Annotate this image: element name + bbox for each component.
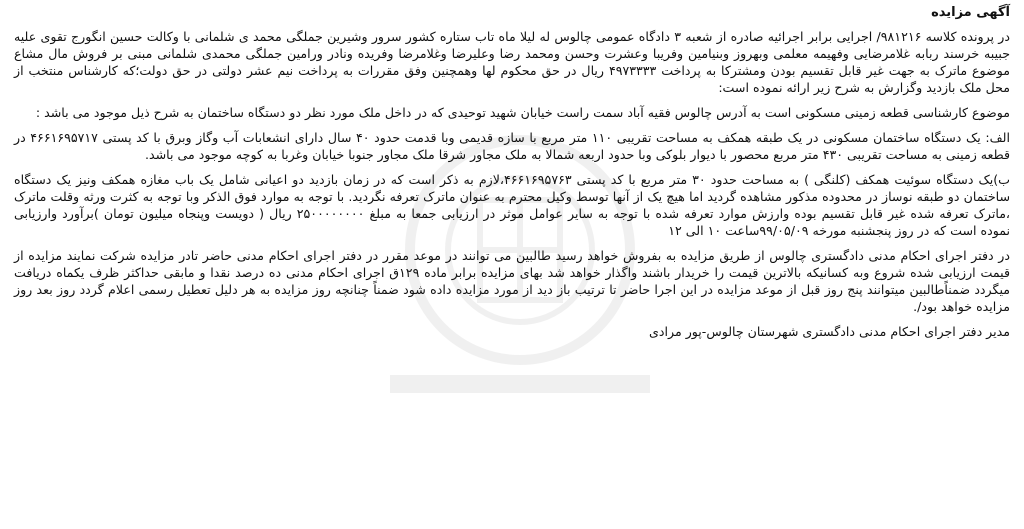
notice-paragraph-building-a: الف: یک دستگاه ساختمان مسکونی در یک طبقه همکف به مساحت تقریبی ۱۱۰ متر مربع با سازه قدیمی وبا قدمت حدود ۴۰ سال دارای انشعابات آب وگاز وبرق با کد پستی ۴۶۶۱۶۹۵۷۱۷ در قطعه زمینی به مساحت تقریبی ۴۳۰ متر مربع محصور با دیوار بلوکی وبا حدود اربعه شمالا به ملک مجاور شرقا ملک مجاور جنوبا خیابان وغربا به کوچه موجود می باشد. <box>14 130 1011 162</box>
notice-document <box>14 4 1010 340</box>
notice-paragraph-intro: در پرونده کلاسه ۹۸۱۲۱۶/ اجرایی برابر اجرائیه صادره از شعبه ۳ دادگاه عمومی چالوس له لیلا ماه تاب ستاره کشور سرور وشیرین جملگی محمد ی شلمانی با وکالت حسین انگورج تقوی علیه جبیبه خرسند ربابه غلامرضایی وفهیمه معلمی وبهروز وبنیامین وفریبا وعشرت وحسن ومحمد رضا وعلیرضا وغلامرضا وفریده ونادر ورامین جملگی محمدی شلمانی مبنی بر فروش مال مشاع موضوع ماترک به جهت غیر قابل تقسیم بودن ومشترکا به پرداخت ۴۹۷۳۳۳۳ ریال در حق محکوم لها وهمچنین وفق مقررات به پرداخت نیم عشر دولتی در حق دولت؛که کارشناس منتخب از محل ملک بازدید وگزارش به شرح زیر ارائه نموده است: <box>14 29 1011 95</box>
notice-title: آگهی مزایده <box>931 5 1010 20</box>
notice-paragraph-building-b: ب)یک دستگاه سوئیت همکف (کلنگی ) به مساحت حدود ۳۰ متر مربع با کد پستی ۴۶۶۱۶۹۵۷۶۳،لازم به ذکر است که در زمان بازدید دو اعیانی شامل یک باب مغازه همکف ونیز یک دستگاه ساختمان دو طبقه نوساز در محدوده مذکور مشاهده گردید اما هیچ یک از آنها توسط وکیل محترم به عنوان ماترک تعرفه نگردید. با توجه به موارد فوق الذکر وبا توجه به کثرت ورثه وقلت ماترک ،ماترک تعرفه شده غیر قابل تقسیم بوده وارزش موارد تعرفه شده با توجه به سایر عوامل موثر در ارزیابی جمعا به مبلغ ۲۵۰۰۰۰۰۰۰۰ ریال ( دویست وپنجاه میلیون تومان )برآورد وارزیابی نموده است که در روز پنجشنبه مورخه ۹۹/۰۵/۰۹ساعت ۱۰ الی ۱۲ <box>14 172 1011 238</box>
notice-paragraph-subject: موضوع کارشناسی قطعه زمینی مسکونی است به آدرس چالوس فقیه آباد سمت راست خیابان شهید توحیدی که در داخل ملک مورد نظر دو دستگاه ساختمان به شرح ذیل موجود می باشد : <box>35 105 1010 120</box>
notice-paragraph-auction-terms: در دفتر اجرای احکام مدنی دادگستری چالوس از طریق مزایده به بفروش خواهد رسید طالبین می توانند در موعد مقرر در دفتر اجرای احکام مدنی حاضر تادر مزایده شرکت نمایند مزایده از قیمت ارزیابی شده شروع وبه کسانیکه بالاترین قیمت را خریدار باشند واگذار خواهد شد بهای مزایده برابر ماده ۱۲۹ق اجرای احکام مدنی ده درصد نقدا و مابقی حداکثر ظرف یکماه دریافت میگردد ضمناًطالبین میتوانند پنج روز قبل از موعد مزایده در این اجرا حاضر تا ترتیب باز دید از مورد مزایده داده شود ضمناً چنانچه روز مزایده به هر دلیل تعطیل رسمی اعلام گردد روز بعد روز مزایده خواهد بود/. <box>14 248 1010 314</box>
notice-signature: مدیر دفتر اجرای احکام مدنی دادگستری شهرستان چالوس-پور مرادی <box>649 324 1010 339</box>
